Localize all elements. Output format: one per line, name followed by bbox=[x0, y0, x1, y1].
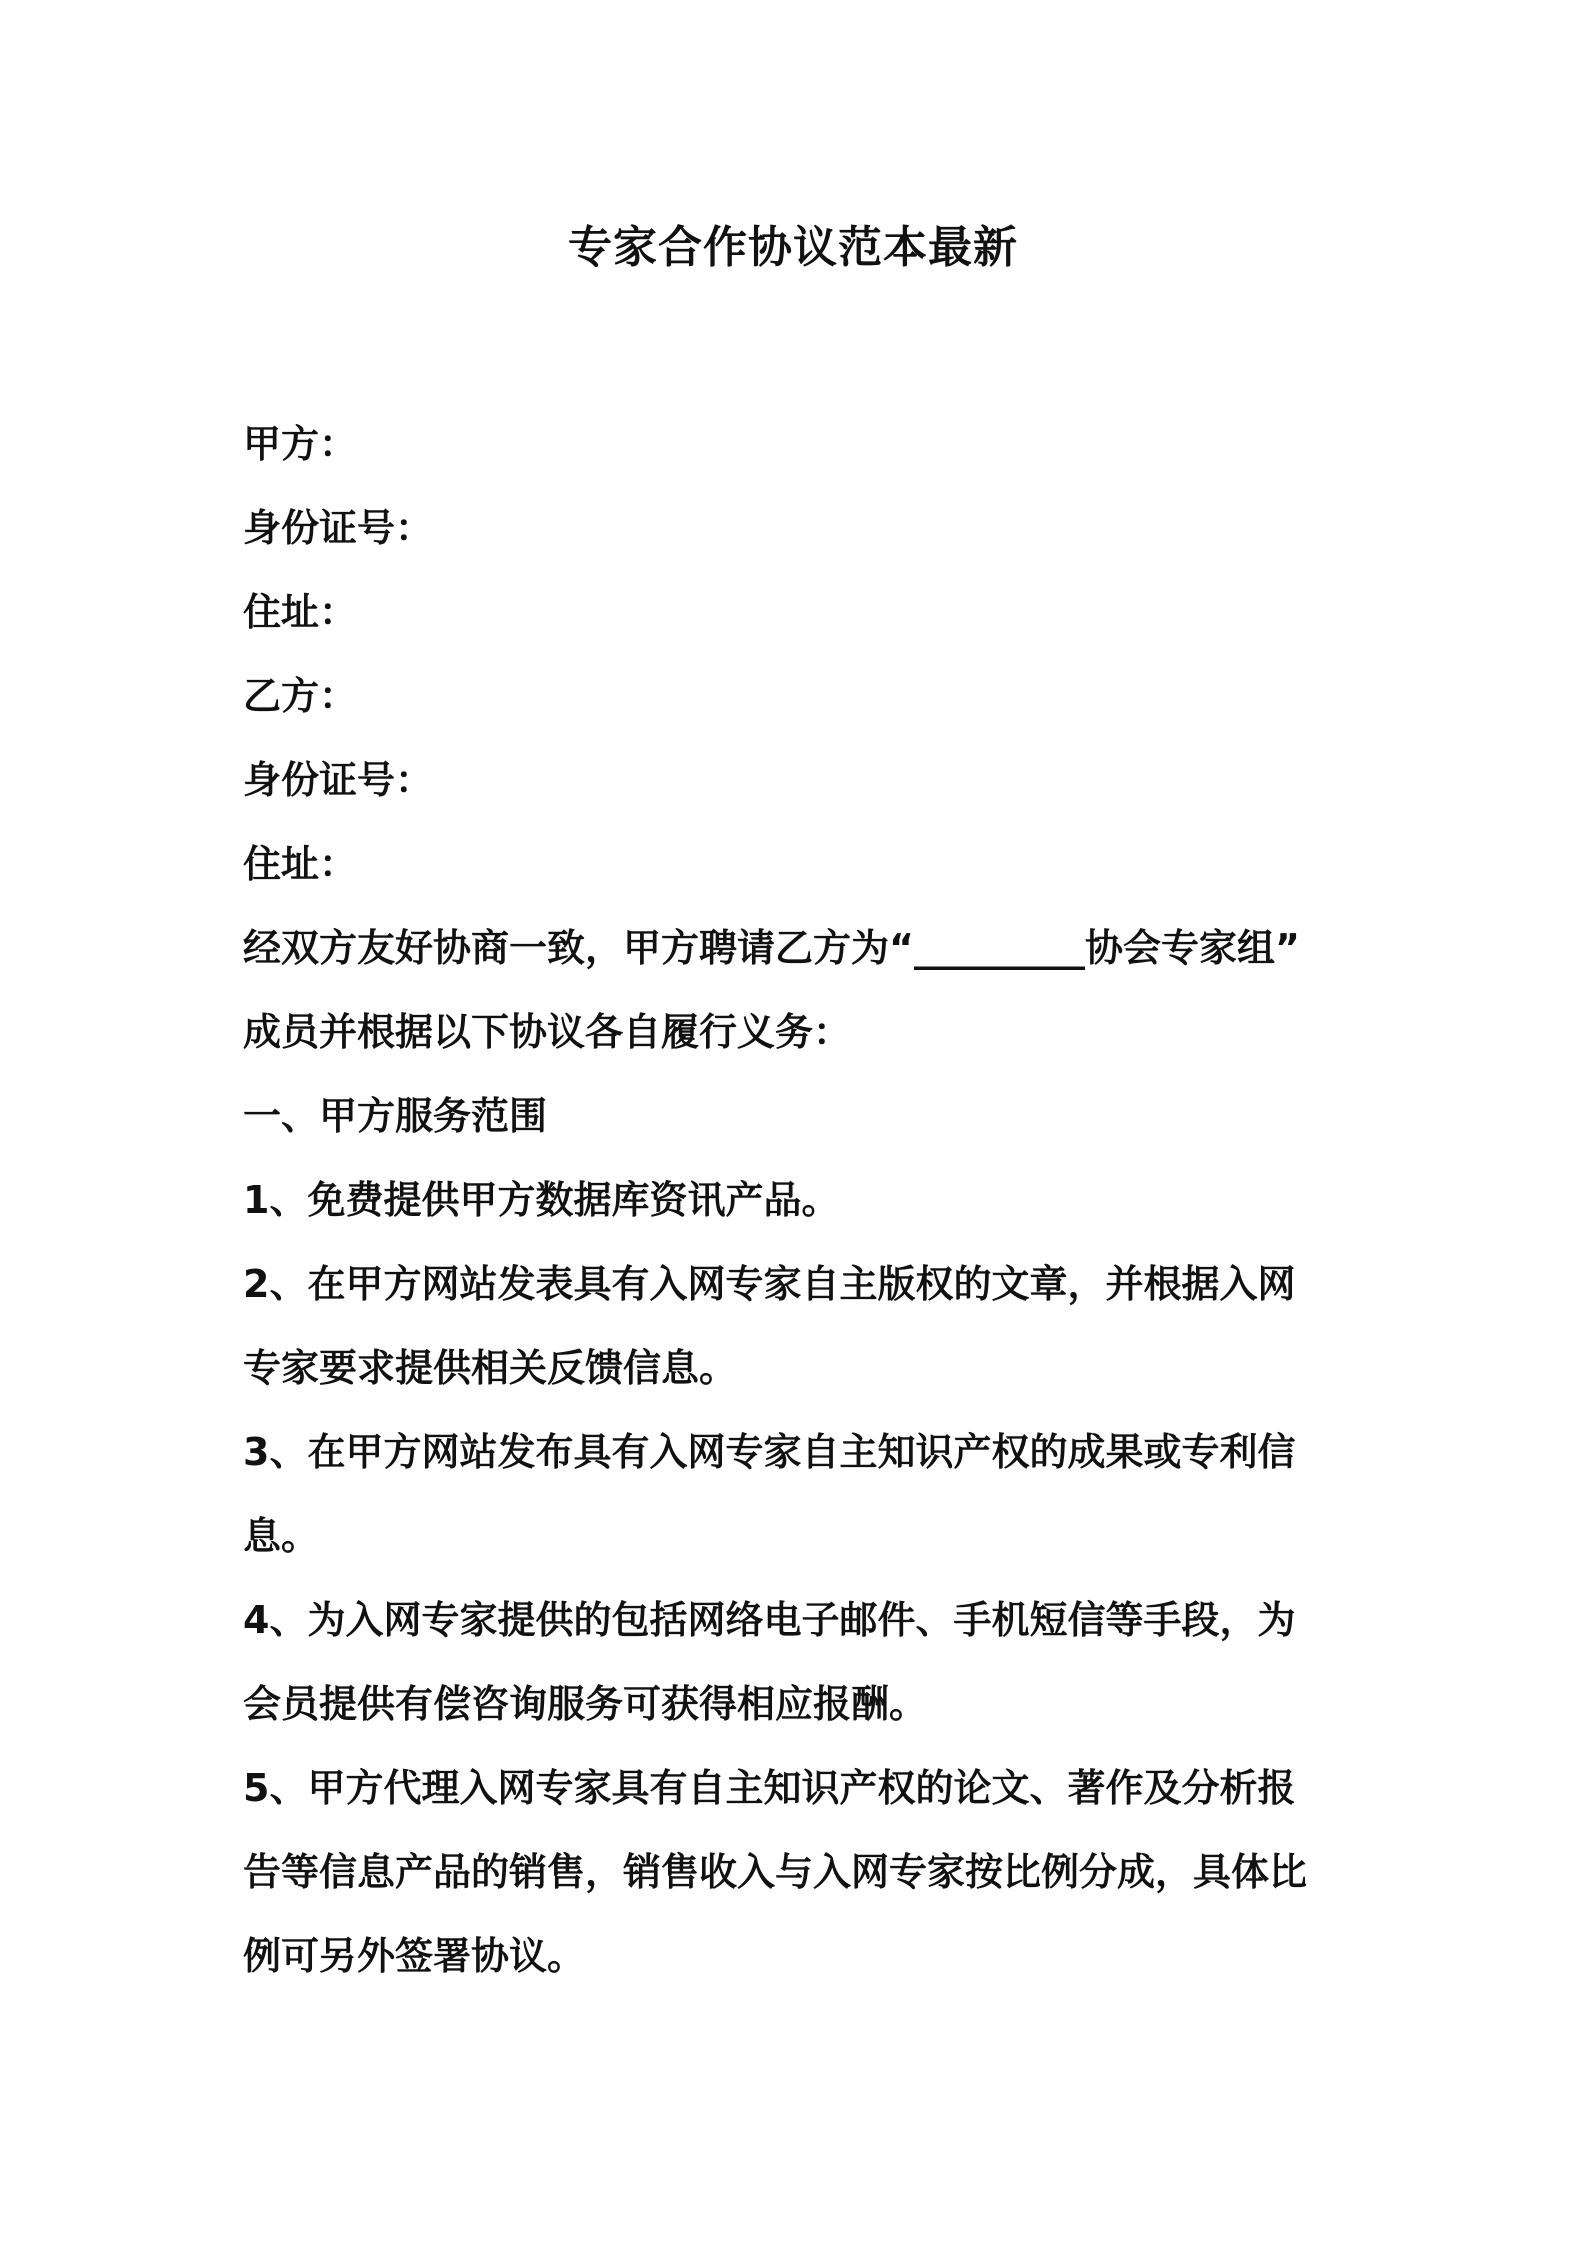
party-a-id-number-label: 身份证号： bbox=[243, 506, 434, 550]
document-body bbox=[243, 402, 1363, 1998]
party-b-address-label: 住址： bbox=[243, 842, 358, 886]
clause-1: 1、免费提供甲方数据库资讯产品。 bbox=[243, 1178, 840, 1222]
clause-5-line-2: 告等信息产品的销售，销售收入与入网专家按比例分成，具体比 bbox=[243, 1850, 1308, 1894]
clause-5-line-1: 5、甲方代理入网专家具有自主知识产权的论文、著作及分析报 bbox=[243, 1766, 1296, 1810]
clause-3-line-2: 息。 bbox=[243, 1514, 320, 1558]
section-heading-service-scope: 一、甲方服务范围 bbox=[243, 1094, 548, 1138]
agreement-intro-line-2: 成员并根据以下协议各自履行义务： bbox=[243, 1010, 852, 1054]
clause-2-line-2: 专家要求提供相关反馈信息。 bbox=[243, 1346, 738, 1390]
party-a-label: 甲方： bbox=[243, 422, 358, 466]
agreement-intro-line-1: 经双方友好协商一致，甲方聘请乙方为“_________协会专家组” bbox=[243, 926, 1300, 970]
party-b-id-number-label: 身份证号： bbox=[243, 758, 434, 802]
clause-3-line-1: 3、在甲方网站发布具有入网专家自主知识产权的成果或专利信 bbox=[243, 1430, 1296, 1474]
clause-4-line-1: 4、为入网专家提供的包括网络电子邮件、手机短信等手段，为 bbox=[243, 1598, 1296, 1642]
party-a-address-label: 住址： bbox=[243, 590, 358, 634]
clause-2-line-1: 2、在甲方网站发表具有入网专家自主版权的文章，并根据入网 bbox=[243, 1262, 1296, 1306]
clause-4-line-2: 会员提供有偿咨询服务可获得相应报酬。 bbox=[243, 1682, 928, 1726]
party-b-label: 乙方： bbox=[243, 674, 358, 718]
clause-5-line-3: 例可另外签署协议。 bbox=[243, 1934, 586, 1978]
document-title: 专家合作协议范本最新 bbox=[568, 222, 1018, 273]
